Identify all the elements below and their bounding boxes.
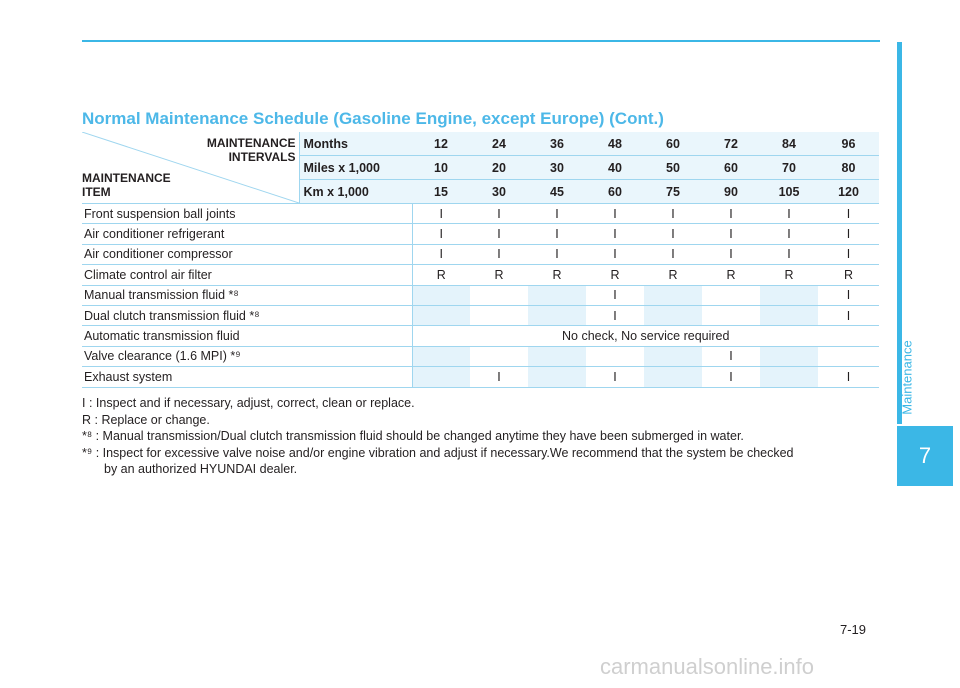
schedule-cell [644,285,702,305]
schedule-cell [528,285,586,305]
table-row [82,244,879,264]
schedule-cell [644,305,702,325]
header-value: 72 [702,132,760,156]
schedule-cell [470,346,528,366]
item-name: Exhaust system [82,367,412,387]
schedule-cell: R [412,265,470,285]
header-label: Miles x 1,000 [299,156,412,180]
item-name: Valve clearance (1.6 MPI) *⁹ [82,346,412,366]
top-rule [82,40,880,42]
header-value: 80 [818,156,879,180]
header-value: 60 [586,180,644,204]
schedule-cell [528,305,586,325]
schedule-cell: I [818,367,879,387]
item-name: Front suspension ball joints [82,204,412,224]
chapter-number: 7 [897,426,953,486]
schedule-cell: I [760,204,818,224]
item-name: Dual clutch transmission fluid *⁸ [82,305,412,325]
schedule-cell: I [586,204,644,224]
header-value: 24 [470,132,528,156]
span-cell: No check, No service required [412,326,879,346]
corner-intervals-label [207,136,296,164]
schedule-cell: I [470,224,528,244]
schedule-cell [412,346,470,366]
item-name: Air conditioner compressor [82,244,412,264]
schedule-cell: I [586,305,644,325]
note-9-cont: by an authorized HYUNDAI dealer. [104,462,298,477]
schedule-cell: I [586,224,644,244]
schedule-cell [644,367,702,387]
table-row [82,346,879,366]
page-title: Normal Maintenance Schedule (Gasoline Engine, except Europe) (Cont.) [82,109,664,128]
schedule-cell: I [702,346,760,366]
schedule-cell: I [412,244,470,264]
schedule-cell: I [760,244,818,264]
schedule-cell: I [470,367,528,387]
header-value: 30 [470,180,528,204]
header-value: 40 [586,156,644,180]
corner-intervals-line2: INTERVALS [228,150,296,164]
notes [82,395,882,478]
schedule-cell: I [702,244,760,264]
table-row [82,204,879,224]
schedule-cell [528,346,586,366]
schedule-cell [586,346,644,366]
header-row-months [82,132,879,156]
header-value: 48 [586,132,644,156]
corner-item-label [82,171,171,199]
header-label: Months [299,132,412,156]
header-value: 50 [644,156,702,180]
schedule-cell: I [586,367,644,387]
header-value: 12 [412,132,470,156]
schedule-cell: R [528,265,586,285]
corner-item-line1: MAINTENANCE [82,171,171,185]
schedule-cell: I [760,224,818,244]
item-name: Manual transmission fluid *⁸ [82,285,412,305]
schedule-cell: I [644,204,702,224]
schedule-cell: R [702,265,760,285]
schedule-cell [412,305,470,325]
header-value: 36 [528,132,586,156]
schedule-cell: R [760,265,818,285]
header-value: 75 [644,180,702,204]
maintenance-table [82,132,879,388]
schedule-cell [412,367,470,387]
header-value: 15 [412,180,470,204]
table-row [82,367,879,387]
table-row [82,285,879,305]
schedule-cell: I [586,244,644,264]
schedule-cell [760,285,818,305]
schedule-cell: I [702,224,760,244]
header-value: 30 [528,156,586,180]
table-corner [82,132,299,204]
schedule-cell: I [470,204,528,224]
header-value: 96 [818,132,879,156]
note-inspect: I : Inspect and if necessary, adjust, correct, clean or replace. [82,396,415,410]
schedule-cell [528,367,586,387]
table-row [82,224,879,244]
schedule-cell: I [644,224,702,244]
schedule-cell: R [644,265,702,285]
header-value: 84 [760,132,818,156]
schedule-cell [702,285,760,305]
schedule-cell: I [818,285,879,305]
header-label: Km x 1,000 [299,180,412,204]
schedule-cell [818,346,879,366]
schedule-cell [760,346,818,366]
table-row [82,265,879,285]
schedule-cell: I [644,244,702,264]
schedule-cell: I [412,204,470,224]
schedule-cell: R [470,265,528,285]
schedule-cell: R [586,265,644,285]
schedule-cell: I [412,224,470,244]
item-name: Air conditioner refrigerant [82,224,412,244]
item-name: Climate control air filter [82,265,412,285]
schedule-cell: I [818,244,879,264]
schedule-cell: I [702,367,760,387]
header-value: 105 [760,180,818,204]
item-name: Automatic transmission fluid [82,326,412,346]
watermark: carmanualsonline.info [600,654,815,679]
header-value: 60 [644,132,702,156]
table-row [82,305,879,325]
header-value: 10 [412,156,470,180]
schedule-cell [644,346,702,366]
schedule-cell: I [586,285,644,305]
header-value: 120 [818,180,879,204]
header-value: 90 [702,180,760,204]
schedule-cell: I [818,305,879,325]
note-9: *⁹ : Inspect for excessive valve noise and/or engine vibration and adjust if necessary.We recommend that the system be checked [82,445,794,460]
schedule-cell: I [528,224,586,244]
chapter-label: Maintenance [899,340,915,415]
schedule-cell: I [702,204,760,224]
schedule-cell: I [528,244,586,264]
schedule-cell: I [818,224,879,244]
schedule-cell [702,305,760,325]
header-value: 70 [760,156,818,180]
table-row [82,326,879,346]
note-8: *⁸ : Manual transmission/Dual clutch transmission fluid should be changed anytime they have been submerged in water. [82,429,744,444]
header-value: 20 [470,156,528,180]
schedule-cell: R [818,265,879,285]
page-number: 7-19 [840,622,867,637]
note-replace: R : Replace or change. [82,412,210,427]
corner-item-line2: ITEM [82,185,111,199]
schedule-cell [470,285,528,305]
header-value: 45 [528,180,586,204]
schedule-cell: I [470,244,528,264]
schedule-cell [760,305,818,325]
header-value: 60 [702,156,760,180]
schedule-cell [412,285,470,305]
schedule-cell: I [528,204,586,224]
schedule-cell [470,305,528,325]
schedule-cell [760,367,818,387]
schedule-cell: I [818,204,879,224]
corner-intervals-line1: MAINTENANCE [206,136,296,150]
chapter-tab [897,0,960,688]
